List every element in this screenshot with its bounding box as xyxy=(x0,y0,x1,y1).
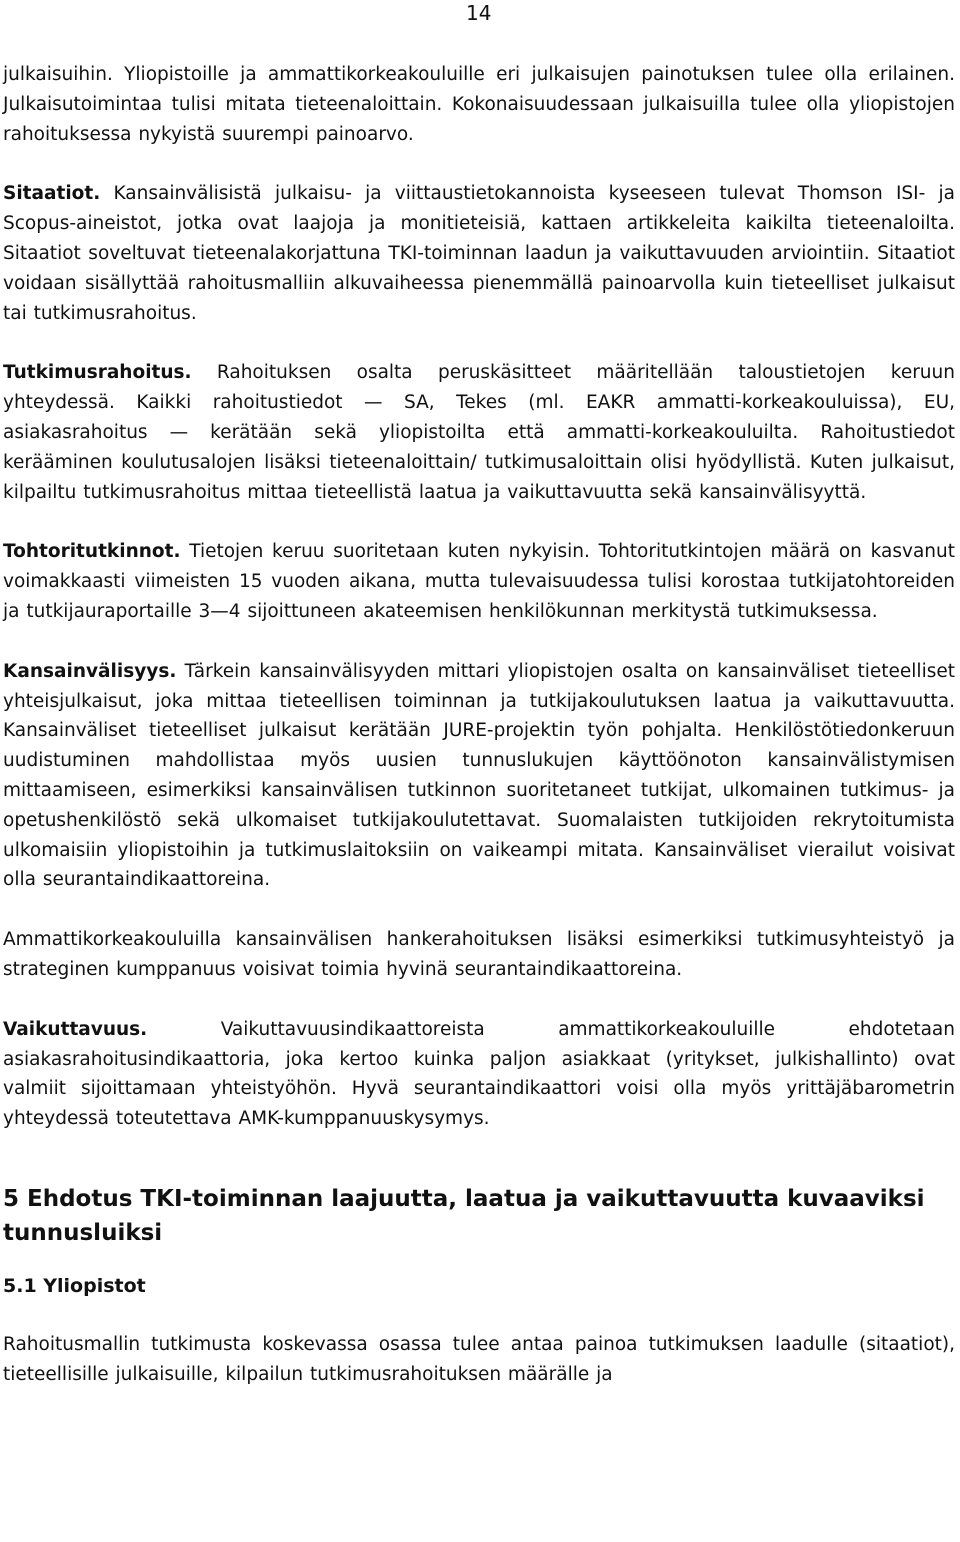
paragraph-vaikuttavuus xyxy=(3,1015,955,1134)
text-kansainvalisyys: Tärkein kansainvälisyyden mittari yliopistojen osalta on kansainväliset tieteelliset yhteisjulkaisut, joka mittaa tieteellisen toiminnan ja tutkijakoulutuksen laatua ja vaikuttavuutta. Kansainväliset tieteelliset julkaisut kerätään JURE-projektin työn pohjalta. Henkilöstötiedonkeruun uudistuminen mahdollistaa myös uusien tunnuslukujen käyttöönoton kansainvälistymisen mittaamiseen, esimerkiksi kansainvälisen tutkinnon suoritetaneet tutkijat, ulkomainen tutkimus- ja opetushenkilöstö sekä ulkomaiset tutkijakoulutettavat. Suomalaisten tutkijoiden rekrytoitumista ulkomaisiin yliopistoihin ja tutkimuslaitoksiin on vaikeampi mitata. Kansainväliset vierailut voisivat olla seurantaindikaattoreina. xyxy=(3,660,955,891)
paragraph-amk: Ammattikorkeakouluilla kansainvälisen hankerahoituksen lisäksi esimerkiksi tutkimusyhteistyö ja strateginen kumppanuus voisivat toimia hyvinä seurantaindikaattoreina. xyxy=(3,929,955,980)
heading-tohtoritutkinnot: Tohtoritutkinnot. xyxy=(3,541,181,563)
heading-kansainvalisyys: Kansainvälisyys. xyxy=(3,660,177,682)
text-sitaatiot: Kansainvälisistä julkaisu- ja viittaustietokannoista kyseeseen tulevat Thomson ISI- ja Scopus-aineistot, jotka ovat laajoja ja monitieteisiä, kattaen artikkeleita kaikilta tieteenaloilta. Sitaatiot soveltuvat tieteenalakorjattuna TKI-toiminnan laadun ja vaikuttavuuden arviointiin. Sitaatiot voidaan sisällyttää rahoitusmalliin alkuvaiheessa pienemmällä painoarvolla kuin tieteelliset julkaisut tai tutkimusrahoitus. xyxy=(3,183,955,324)
text-tohtoritutkinnot: Tietojen keruu suoritetaan kuten nykyisin. Tohtoritutkintojen määrä on kasvanut voimakkaasti viimeisten 15 vuoden aikana, mutta tulevaisuudessa tulisi korostaa tutkijatohtoreiden ja tutkijauraportaille 3—4 sijoittuneen akateemisen henkilökunnan merkitystä tutkimuksessa. xyxy=(3,541,955,622)
paragraph-final: Rahoitusmallin tutkimusta koskevassa osassa tulee antaa painoa tutkimuksen laadulle (sitaatiot), tieteellisille julkaisuille, kilpailun tutkimusrahoituksen määrälle ja xyxy=(3,1333,955,1385)
paragraph-tutkimusrahoitus xyxy=(3,358,955,507)
page-number: 14 xyxy=(466,1,492,25)
paragraph-kansainvalisyys xyxy=(3,657,955,895)
paragraph-intro: julkaisuihin. Yliopistoille ja ammattikorkeakouluille eri julkaisujen painotuksen tulee olla erilainen. Julkaisutoimintaa tulisi mitata tieteenaloittain. Kokonaisuudessaan julkaisuilla tulee olla yliopistojen rahoituksessa nykyistä suurempi painoarvo. xyxy=(3,64,955,145)
paragraph-tohtoritutkinnot xyxy=(3,537,955,626)
heading-tutkimusrahoitus: Tutkimusrahoitus. xyxy=(3,362,192,384)
subsection-title: 5.1 Yliopistot xyxy=(3,1274,146,1297)
text-tutkimusrahoitus: Rahoituksen osalta peruskäsitteet määritellään taloustietojen keruun yhteydessä. Kaikki rahoitustiedot — SA, Tekes (ml. EAKR ammatti-korkeakouluissa), EU, asiakasrahoitus — kerätään sekä yliopistoilta että ammatti-korkeakouluilta. Rahoitustiedot kerääminen koulutusalojen lisäksi tieteenaloittain/ tutkimusaloittain olisi hyödyllistä. Kuten julkaisut, kilpailtu tutkimusrahoitus mittaa tieteellistä laatua ja vaikuttavuutta sekä kansainvälisyyttä. xyxy=(3,362,955,503)
section-title: 5 Ehdotus TKI-toiminnan laajuutta, laatua ja vaikuttavuutta kuvaaviksi tunnusluiksi xyxy=(3,1185,925,1246)
heading-vaikuttavuus: Vaikuttavuus. xyxy=(3,1018,148,1040)
heading-sitaatiot: Sitaatiot. xyxy=(3,183,101,205)
paragraph-sitaatiot xyxy=(3,179,955,328)
text-vaikuttavuus: Vaikuttavuusindikaattoreista ammattikorkeakouluille ehdotetaan asiakasrahoitusindikaattoria, joka kertoo kuinka paljon asiakkaat (yritykset, julkishallinto) ovat valmiit sijoittamaan yhteistyöhön. Hyvä seurantaindikaattori voisi olla myös yrittäjäbarometrin yhteydessä toteutettava AMK-kumppanuuskysymys. xyxy=(3,1018,955,1130)
document-body xyxy=(3,60,955,1390)
